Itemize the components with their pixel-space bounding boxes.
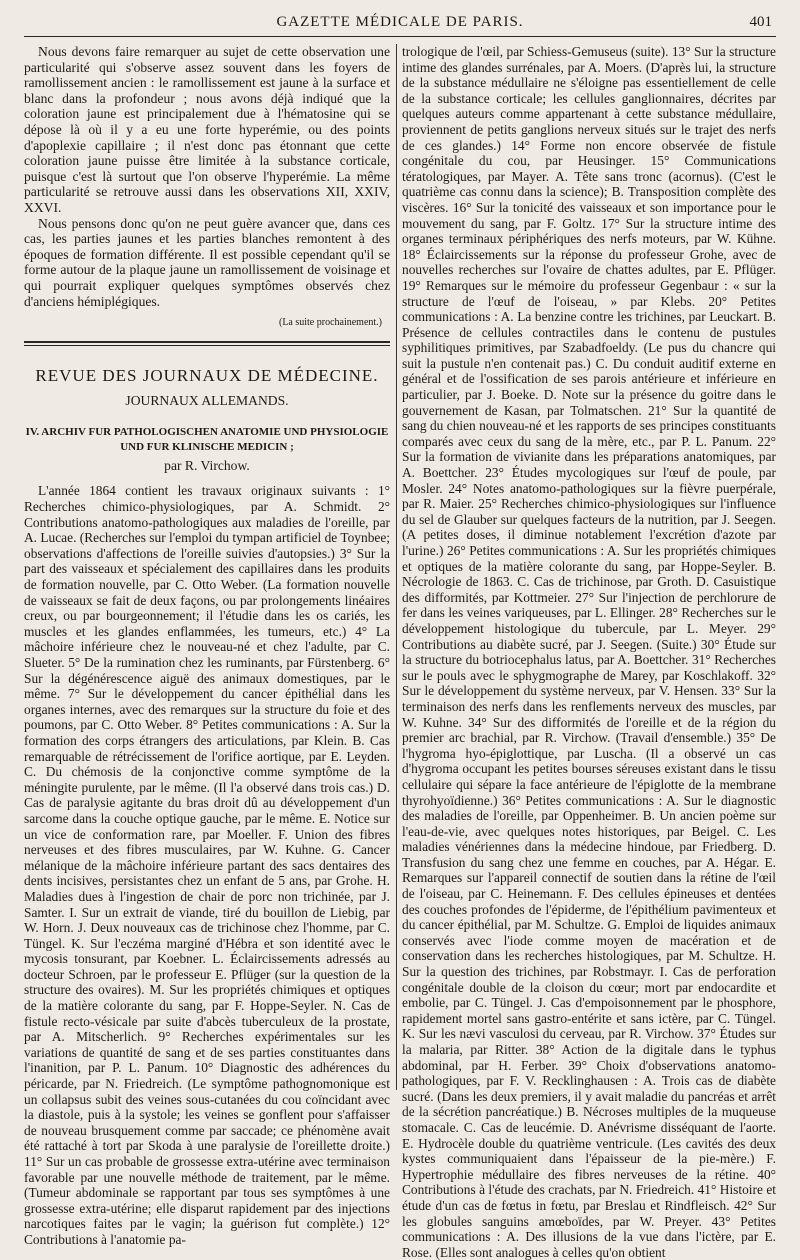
running-header [24, 10, 776, 37]
continuation-note: (La suite prochainement.) [278, 317, 382, 329]
review-body-right: trologique de l'œil, par Schiess-Gemuseus (suite). 13° Sur la structure intime des glandes surrénales, par A. Moers. (D'après lui, la structure de la substance médullaire ne s'éloigne pas essentiellement de celle de la substance corticale; les cellules ganglionnaires, décrites par quelques auteurs comme appartenant à cette substance médullaire, proviennent de petits ganglions nerveux situés sur le trajet des nerfs de ces glandes.) 14° Forme non encore observée de fistule congénitale du cou, par Heusinger. 15° Communications tératologiques, par Mayer. A. Tête sans tronc (acornus). (C'est le quatrième cas connu dans la science); B. Transposition complète des viscères. 16° Sur la tonicité des vaisseaux et son importance pour le mouvement du sang, par F. Goltz. 17° Sur la structure intime des organes terminaux périphériques des nerfs moteurs, par W. Kühne. 18° Éclaircissements sur la réponse du professeur Grohe, avec de nouvelles recherches sur l'ovaire de chattes adultes, par E. Pflüger. 19° Remarques sur le mémoire du professeur Gegenbaur : « sur la structure de l'œuf de l'oiseau, » par Klebs. 20° Petites communications : A. La benzine contre les trichines, par Leuckart. B. Présence de cellules contractiles dans le contenu de pustules syphilitiques primitives, par Szabadfoeldy. (Le pus du chancre qui suit la pustule n'en contenait pas.) C. Du conduit auditif externe en général et de l'ossification de ses parois antérieure et inférieure en particulier, par J. Boeke. D. Note sur la présence du goitre dans le gouvernement de Kasan, par Tolmatschen. 21° Sur la quantité de sang du chien nouveau-né et les rapports de ses principes constituants comparés avec ceux du sang de la mère, etc., par P. L. Panum. 22° Sur la formation de vivianite dans les préparations anatomiques, par A. Boettcher. 23° Études mycologiques sur l'œuf de poule, par Mosler. 24° Notes anatomo-pathologiques sur la fièvre puerpérale, par R. Maier. 25° Recherches chimico-physiologiques sur l'influence du sel de Glauber sur quelques facteurs de la nutrition, par J. Seegen. (A petites doses, il diminue notablement l'excrétion d'azote par l'urine.) 26° Petites communications : A. Sur les propriétés chimiques et optiques de la matière colorante du sang, par Hoppe-Seyler. B. Nécrologie de 1863. C. Cas de trichinose, par Groth. D. Casuistique des difformités, par Kottmeier. 27° Sur l'injection de perchlorure de fer dans les veines variqueuses, par L. Ellinger. 28° Recherches sur le développement histologique du tubercule, par L. Meyer. 29° Contributions au diabète sucré, par J. Seegen. (Suite.) 30° Étude sur la structure du botriocephalus latus, par A. Boettcher. 31° Recherches sur le pouls avec le sphygmographe de Marey, par Koschlakoff. 32° Sur le développement du système nerveux, par V. Hensen. 33° Sur la terminaison des nerfs dans les renflements nerveux des muscles, par W. Kuhne. 34° Sur des difformités de l'oreille et de la région du premier arc brachial, par R. Virchow. (Travail d'ensemble.) 35° De l'hygroma hyo-épiglottique, par Luscha. (Il a observé un cas d'hygroma occupant les petites bourses séreuses existant dans le tissu cellulaire qui sépare la face antérieure de l'épiglotte de la membrane thyrohyoïdienne.) 36° Petites communications : A. Sur le diagnostic des maladies de l'oreille, par Oppenheimer. B. Un ancien poème sur l'eau-de-vie, avec quelques notes historiques, par Beigel. C. Les maladies vénériennes dans la médecine hindoue, par Friedberg. D. Transfusion du sang chez une femme en couches, par A. Hégar. E. Remarques sur l'appareil connectif de soutien dans la rétine de l'œil de l'oiseau, par C. Heinemann. F. Des cellules épineuses et dentées des couches profondes de l'épiderme, de l'épithélium pavimenteux et du cancer épithélial, par M. Schultze. G. Emploi de liquides animaux conservés avec l'iode comme moyen de macération et de conservation dans les recherches histologiques, par M. Schultze. H. Sur la question des trichines, par Robstmayr. I. Cas de perforation congénitale double de la cloison du cœur; mort par endocardite et embolie, par C. Tüngel. J. Cas d'empoisonnement par le phosphore, rapidement mortel sans gastro-entérite et sans ictère, par C. Tüngel. K. Sur les nævi vasculosi du cerveau, par R. Virchow. 37° Études sur la malaria, par Ritter. 38° Action de la digitale dans le typhus abdominal, par H. Ferber. 39° Choix d'observations anatomo-pathologiques, par F. V. Recklinghausen : A. Trois cas de diabète sucré. (Dans les deux premiers, il y avait maladie du pancréas et arrêt de la sécrétion pancréatique.) B. Nécroses multiples de la muqueuse stomacale. C. Cas de leucémie. D. Anévrisme disséquant de l'aorte. E. Hydrocèle double du quatrième ventricule. (Les cavités des deux kystes communiquaient dans l'épaisseur de la pie-mère.) F. Hypertrophie médullaire des fibres nerveuses de la rétine. 40° Contributions à l'étude des crachats, par N. Friedreich. 41° Histoire et étude d'un cas de fœtus in fœtu, par Breslau et Rindfleisch. 42° Sur les globules sanguins amœboïdes, par W. Preyer. 43° Petites communications : A. Des illusions de la vue dans l'ictère, par E. Rose. (Elles sont analogues à celles qu'on obtient [402, 44, 776, 1260]
review-body-left: L'année 1864 contient les travaux originaux suivants : 1° Recherches chimico-physiologiques, par A. Schmidt. 2° Contributions anatomo-pathologiques aux maladies de l'oreille, par A. Lucae. (Recherches sur l'emploi du tympan artificiel de Toynbee; observations d'affections de l'oreille suivies d'autopsies.) 3° Sur la part des vaisseaux et spécialement des capillaires dans les produits de formation nouvelle, par C. Otto Weber. (La formation nouvelle de vaisseaux se fait de deux façons, ou par prolongements linéaires creux, ou par bourgeonnement; il l'étudie dans les os cariés, les muscles et les glandes enflammées, les tumeurs, etc.) 4° La mâchoire inférieure chez le nouveau-né et chez l'adulte, par C. Slueter. 5° De la rumination chez les ruminants, par Fürstenberg. 6° Sur la dégénérescence aiguë des animaux domestiques, par le même. 7° Sur le développement du cancer épithélial dans les organes internes, avec des remarques sur la structure du foie et des poumons, par C. Otto Weber. 8° Petites communications : A. Sur la formation des corps étrangers des articulations, par Klein. B. Cas remarquable de rétrécissement de l'orifice aortique, par E. Leyden. C. Du chémosis de la conjonctive comme symptôme de la méningite purulente, par le même. (Il l'a observé dans trois cas.) D. Cas de paralysie agitante du bras droit dû au développement d'un sarcome dans la couche optique gauche, par le même. E. Notice sur un vice de conformation rare, par Moeller. F. Union des fibres nerveuses et des fibres musculaires, par W. Kuhne. G. Cancer mélanique de la mâchoire inférieure partant des sacs dentaires des dents incisives, persistantes chez un enfant de 5 ans, par Grohe. H. Maladies dues à l'ingestion de chair de porc non trichinée, par J. Samter. I. Sur un extrait de viande, tiré du bouillon de Liebig, par W. Horn. J. Deux nouveaux cas de trichinose chez l'homme, par C. Tüngel. K. Sur l'eczéma marginé d'Hébra et son identité avec le mycosis tonsurant, par Koebner. L. Éclaircissements adressés au docteur Schroen, par le professeur E. Pflüger (sur la question de la structure des ovaires). M. Sur les propriétés chimiques et optiques de la matière colorante du sang, par F. Hoppe-Seyler. N. Cas de fistule recto-vésicale par suite d'abcès tuberculeux de la prostate, par A. Mitscherlich. 9° Recherches expérimentales sur les variations de quantité de sang et de ses parties constituantes dans l'inanition, par P. L. Panum. 10° Diagnostic des adhérences du péricarde, par N. Friedreich. (Le symptôme pathognomonique est un collapsus subit des veines sous-cutanées du cou coïncidant avec la diastole, puis à la systole; les veines se gonflent pour s'affaisser de nouveau brusquement comme par saccade; ce phénomène avait été rattaché à tort par Skoda à une paralysie de l'oreillette droite.) 11° Sur un cas probable de grossesse extra-utérine avec terminaison favorable par une nouvelle méthode de traitement, par le même. (Tumeur abdominale se rapportant par tous ses symptômes à une grossesse extra-utérine; elle disparut rapidement par des injections narcotiques faites par le vagin; la guérison fut complète.) 12° Contributions à l'anatomie pa- [24, 483, 390, 1247]
right-column [402, 44, 776, 1260]
paragraph-conclusion: Nous pensons donc qu'on ne peut guère avancer que, dans ces cas, les parties jaunes et les parties blanches remontent à des époques de formation différente. Il est possible cependant qu'il se forme autour de la plaque jaune un ramollissement de voisinage et qui pourrait expliquer quelques symptômes observés chez d'anciens hémiplégiques. [24, 215, 390, 309]
subsection-title: JOURNAUX ALLEMANDS. [125, 393, 289, 409]
section-rule-thin [24, 345, 390, 346]
reviewed-journal-title: IV. ARCHIV FUR PATHOLOGISCHEN ANATOMIE UND PHYSIOLOGIE UND FUR KLINISCHE MEDICIN ; [25, 425, 389, 453]
journal-title: GAZETTE MÉDICALE DE PARIS. [276, 14, 524, 30]
paragraph-observation: Nous devons faire remarquer au sujet de cette observation une particularité qui s'observe assez souvent dans les foyers de ramollissement ancien : le ramollissement est jaune à la surface et blanc dans la profondeur ; nous avons déjà indiqué que la coloration jaune est principalement due à l'hématosine qui se dépose là où il y a eu une forte hyperémie, ou des points d'apoplexie capillaire ; il n'est donc pas étonnant que cette coloration jaune puisse être limitée à la substance corticale, puisque c'est là surtout que l'on observe l'hyperémie. La même particularité se retrouve aussi dans les observations XII, XXIV, XXVI. [24, 44, 390, 215]
left-column [24, 44, 390, 1247]
section-title: REVUE DES JOURNAUX DE MÉDECINE. [35, 365, 379, 385]
column-divider [396, 44, 397, 1090]
page-number: 401 [749, 14, 772, 30]
reviewed-journal-author: par R. Virchow. [164, 457, 250, 473]
section-rule-thick [24, 341, 390, 343]
